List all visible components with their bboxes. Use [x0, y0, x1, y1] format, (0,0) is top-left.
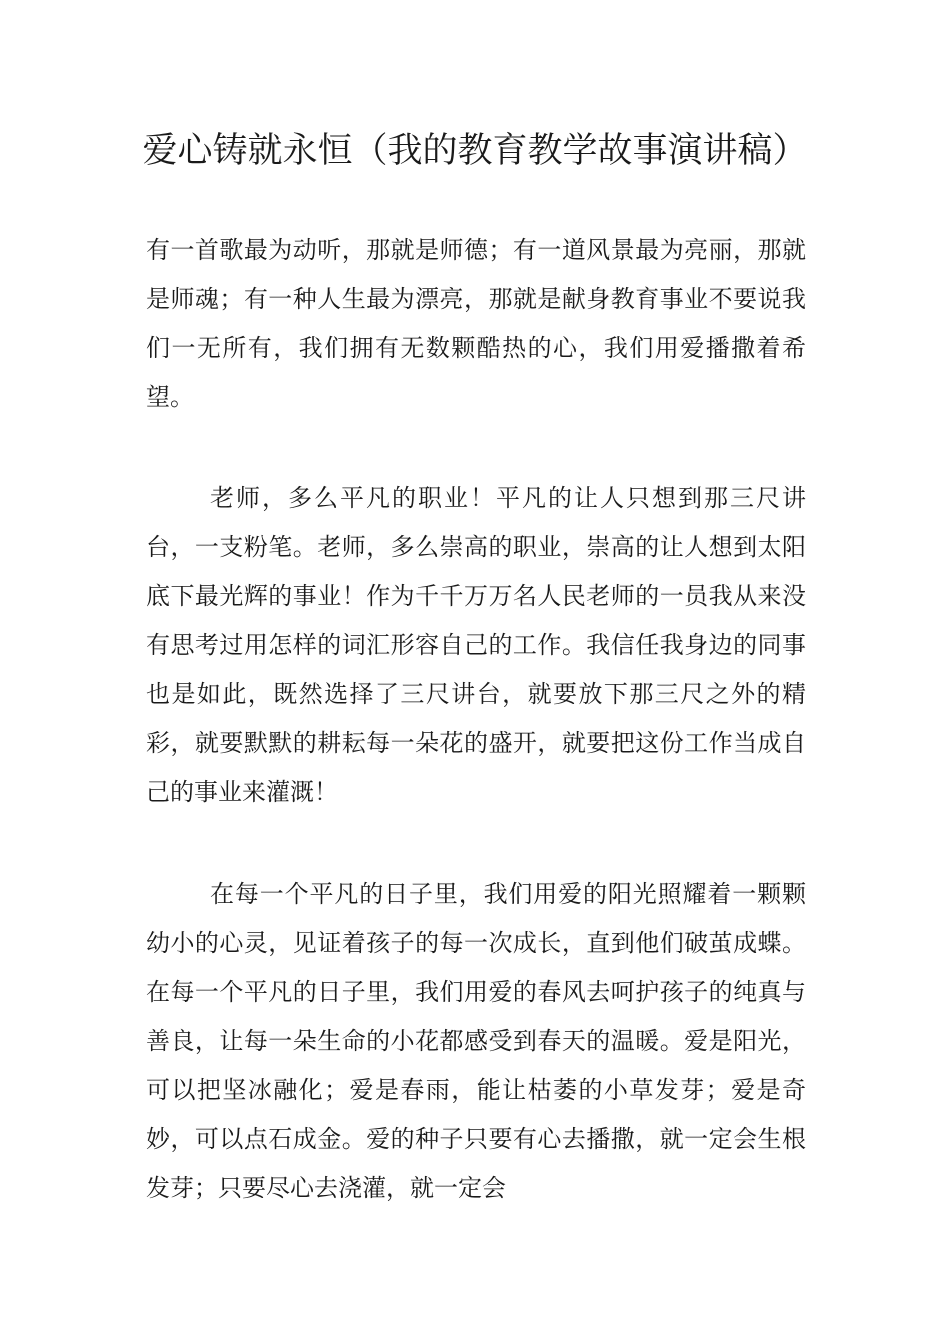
paragraph-1: 有一首歌最为动听，那就是师德；有一道风景最为亮丽，那就是师魂；有一种人生最为漂亮，那就是献身教育事业不要说我们一无所有，我们拥有无数颗酷热的心，我们用爱播撒着希望。	[146, 236, 806, 411]
paragraph-3: 在每一个平凡的日子里，我们用爱的阳光照耀着一颗颗幼小的心灵，见证着孩子的每一次成长，直到他们破茧成蝶。在每一个平凡的日子里，我们用爱的春风去呵护孩子的纯真与善良，让每一朵生命的小花都感受到春天的温暖。爱是阳光，可以把坚冰融化；爱是春雨，能让枯萎的小草发芽；爱是奇妙，可以点石成金。爱的种子只要有心去播撒，就一定会生根发芽；只要尽心去浇灌，就一定会	[146, 880, 806, 1202]
document-title: 爱心铸就永恒（我的教育教学故事演讲稿）	[142, 131, 808, 171]
paragraph-2: 老师，多么平凡的职业！平凡的让人只想到那三尺讲台，一支粉笔。老师，多么崇高的职业，崇高的让人想到太阳底下最光辉的事业！作为千千万万名人民老师的一员我从来没有思考过用怎样的词汇形容自己的工作。我信任我身边的同事也是如此，既然选择了三尺讲台，就要放下那三尺之外的精彩，就要默默的耕耘每一朵花的盛开，就要把这份工作当成自己的事业来灌溉！	[146, 484, 806, 806]
